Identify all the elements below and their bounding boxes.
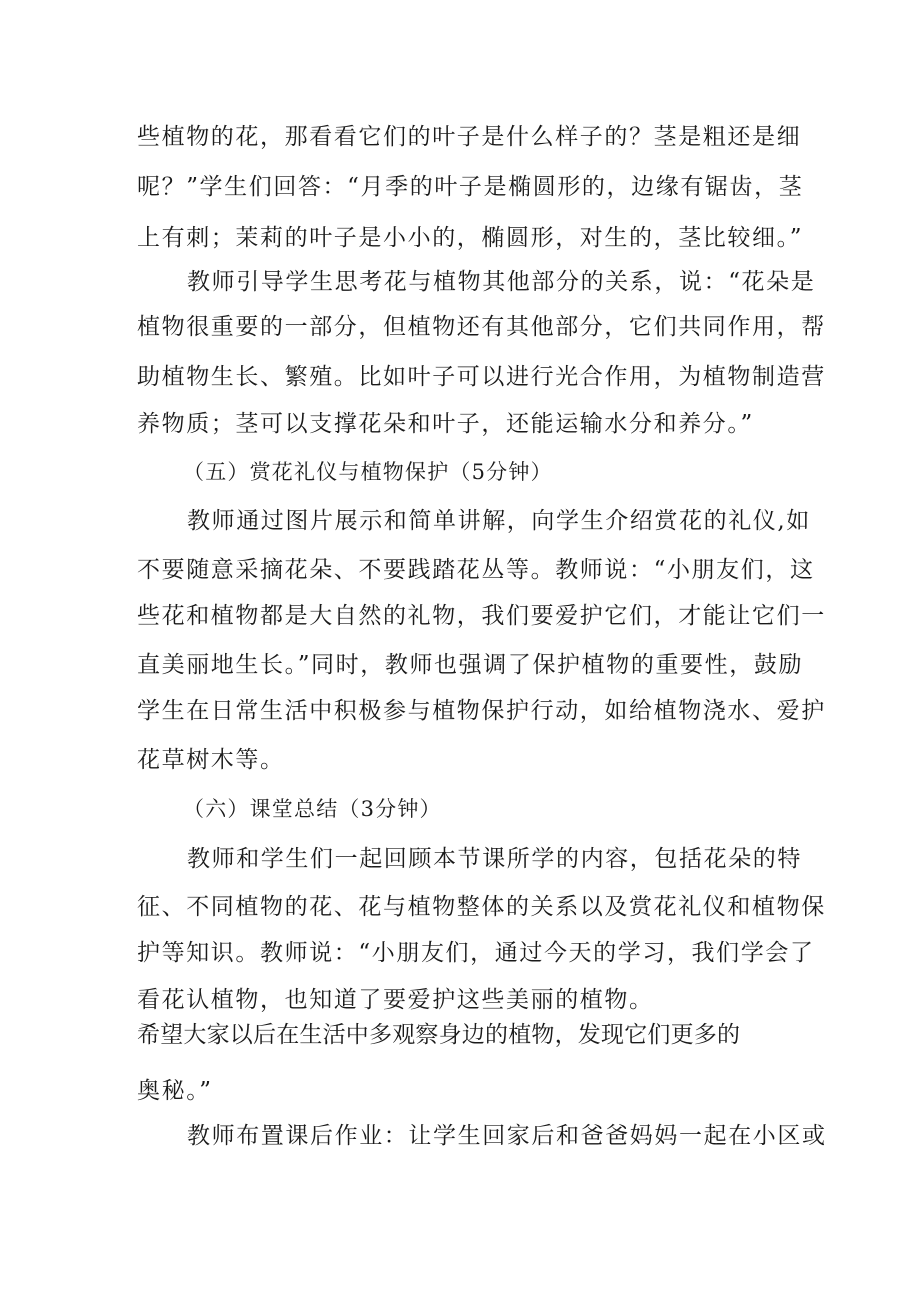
paragraph-line: 助植物生长、繁殖。比如叶子可以进行光合作用，为植物制造营 bbox=[137, 364, 826, 390]
paragraph-line: 征、不同植物的花、花与植物整体的关系以及赏花礼仪和植物保 bbox=[137, 894, 826, 920]
paragraph-line: 花草树木等。 bbox=[137, 747, 285, 773]
section-heading: （六）课堂总结（3分钟） bbox=[183, 797, 442, 821]
paragraph-line: 呢？”学生们回答：“月季的叶子是椭圆形的，边缘有锯齿，茎 bbox=[137, 174, 804, 200]
section-heading: （五）赏花礼仪与植物保护（5分钟） bbox=[183, 460, 553, 484]
paragraph-line: 教师引导学生思考花与植物其他部分的关系，说：“花朵是 bbox=[187, 269, 816, 295]
paragraph-line: 教师和学生们一起回顾本节课所学的内容，包括花朵的特 bbox=[187, 846, 802, 872]
paragraph-line: 直美丽地生长。”同时，教师也强调了保护植物的重要性，鼓励 bbox=[137, 652, 804, 678]
paragraph-line: 希望大家以后在生活中多观察身边的植物，发现它们更多的 bbox=[137, 1022, 741, 1048]
paragraph-line: 奥秘。” bbox=[137, 1078, 213, 1104]
paragraph-line: 护等知识。教师说：“小朋友们，通过今天的学习，我们学会了 bbox=[137, 940, 815, 966]
paragraph-line: 看花认植物，也知道了要爱护这些美丽的植物。 bbox=[137, 987, 654, 1013]
paragraph-line: 教师通过图片展示和简单讲解，向学生介绍赏花的礼仪,如 bbox=[187, 508, 811, 534]
paragraph-line: 些植物的花，那看看它们的叶子是什么样子的？茎是粗还是细 bbox=[137, 124, 802, 150]
paragraph-line: 植物很重要的一部分，但植物还有其他部分，它们共同作用，帮 bbox=[137, 314, 826, 340]
paragraph-line: 养物质；茎可以支撑花朵和叶子，还能运输水分和养分。” bbox=[137, 411, 754, 437]
paragraph-line: 些花和植物都是大自然的礼物，我们要爱护它们，才能让它们一 bbox=[137, 603, 826, 629]
paragraph-line: 学生在日常生活中积极参与植物保护行动，如给植物浇水、爱护 bbox=[137, 698, 826, 724]
paragraph-line: 不要随意采摘花朵、不要践踏花丛等。教师说：“小朋友们，这 bbox=[137, 557, 815, 583]
paragraph-line: 上有刺；茉莉的叶子是小小的，椭圆形，对生的，茎比较细。” bbox=[137, 225, 804, 251]
paragraph-line: 教师布置课后作业：让学生回家后和爸爸妈妈一起在小区或 bbox=[187, 1123, 827, 1149]
